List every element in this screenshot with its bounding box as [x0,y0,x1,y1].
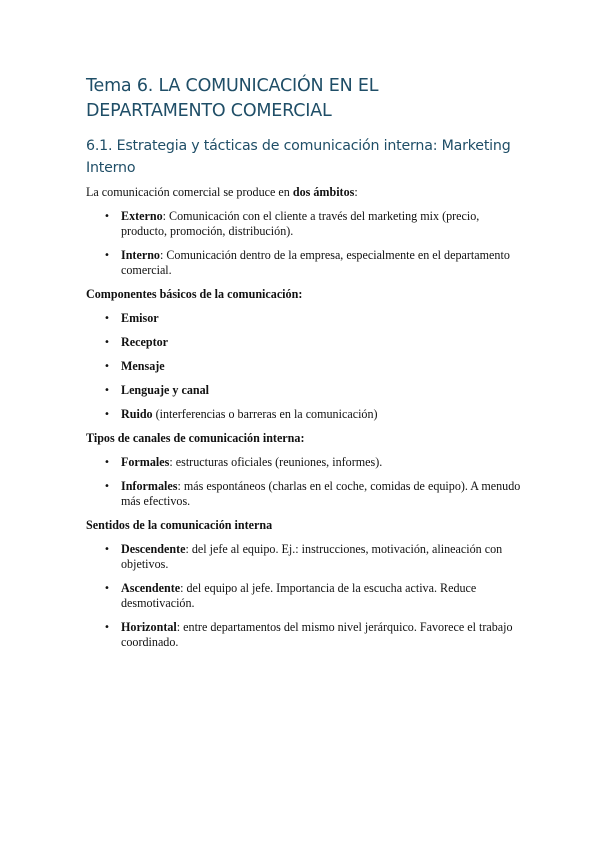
page-title: Tema 6. LA COMUNICACIÓN EN EL DEPARTAMENTO COMERCIAL [86,76,379,121]
item-term: Emisor [121,311,159,325]
item-desc: : del jefe al equipo. Ej.: instrucciones, motivación, alineación con objetivos. [121,542,503,571]
item-term: Informales [121,479,178,493]
bullet-icon: • [104,409,110,420]
bullet-icon: • [104,211,110,222]
sentidos-heading-text: Sentidos de la comunicación interna [86,518,273,532]
list-item [86,581,526,611]
item-term: Receptor [121,335,169,349]
item-term: Ruido [121,407,153,421]
bullet-icon: • [104,313,110,324]
bullet-icon: • [104,481,110,492]
item-desc: : Comunicación con el cliente a través del marketing mix (precio, producto, promoción, distribución). [121,209,480,238]
componentes-heading-text: Componentes básicos de la comunicación: [86,287,303,301]
item-term: Interno [121,248,160,262]
list-item [86,359,526,374]
intro-text: La comunicación comercial se produce en [86,185,293,199]
list-item [86,479,526,509]
list-item [86,455,526,470]
bullet-icon: • [104,361,110,372]
document-body [86,185,526,659]
item-desc: : entre departamentos del mismo nivel jerárquico. Favorece el trabajo coordinado. [121,620,513,649]
canales-heading-text: Tipos de canales de comunicación interna: [86,431,305,445]
item-desc: : del equipo al jefe. Importancia de la escucha activa. Reduce desmotivación. [121,581,477,610]
sentidos-list [86,542,526,650]
item-desc: (interferencias o barreras en la comunicación) [152,407,378,421]
list-item [86,383,526,398]
list-item [86,209,526,239]
list-item [86,311,526,326]
item-term: Lenguaje y canal [121,383,210,397]
item-desc: : Comunicación dentro de la empresa, especialmente en el departamento comercial. [121,248,510,277]
list-item [86,248,526,278]
bullet-icon: • [104,250,110,261]
bullet-icon: • [104,544,110,555]
item-desc: : estructuras oficiales (reuniones, informes). [169,455,383,469]
bullet-icon: • [104,622,110,633]
canales-list [86,455,526,509]
item-desc: : más espontáneos (charlas en el coche, comidas de equipo). A menudo más efectivos. [121,479,521,508]
canales-heading [86,431,526,446]
componentes-heading [86,287,526,302]
item-term: Formales [121,455,170,469]
item-term: Externo [121,209,163,223]
intro-colon: : [354,185,358,199]
item-term: Mensaje [121,359,165,373]
list-item [86,542,526,572]
bullet-icon: • [104,583,110,594]
list-item [86,407,526,422]
section-heading: 6.1. Estrategia y tácticas de comunicación interna: Marketing Interno [86,138,511,176]
bullet-icon: • [104,385,110,396]
item-term: Ascendente [121,581,181,595]
list-item [86,335,526,350]
intro-bold: dos ámbitos [292,185,355,199]
ambitos-list [86,209,526,278]
bullet-icon: • [104,457,110,468]
bullet-icon: • [104,337,110,348]
sentidos-heading [86,518,526,533]
list-item [86,620,526,650]
item-term: Descendente [121,542,186,556]
item-term: Horizontal [121,620,177,634]
componentes-list [86,311,526,422]
intro-paragraph [86,185,526,200]
